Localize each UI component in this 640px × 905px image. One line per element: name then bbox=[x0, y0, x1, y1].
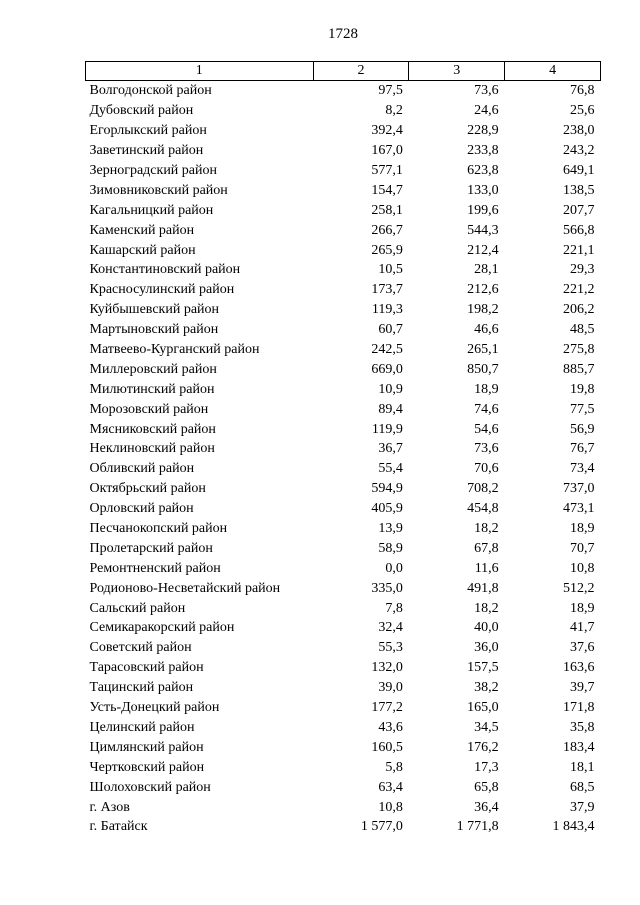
district-name-cell: Милютинский район bbox=[89, 381, 215, 397]
district-name-cell: Мартыновский район bbox=[89, 322, 219, 338]
value-cell-col3: 228,9 bbox=[467, 123, 499, 139]
district-name-cell: Сальский район bbox=[89, 600, 186, 616]
table-row bbox=[86, 678, 601, 698]
value-cell-col3: 18,9 bbox=[474, 381, 499, 397]
district-name-cell: Волгодонской район bbox=[89, 83, 212, 99]
table-row bbox=[86, 718, 601, 738]
value-cell-col3: 491,8 bbox=[467, 580, 499, 596]
table-row bbox=[86, 300, 601, 320]
value-cell-col4: 238,0 bbox=[563, 123, 595, 139]
district-name-cell: г. Батайск bbox=[89, 819, 148, 835]
table-row bbox=[86, 419, 601, 439]
value-cell-col4: 39,7 bbox=[570, 680, 595, 696]
value-cell-col2: 669,0 bbox=[371, 361, 403, 377]
value-cell-col4: 275,8 bbox=[563, 342, 595, 358]
value-cell-col4: 56,9 bbox=[570, 421, 595, 437]
table-row bbox=[86, 519, 601, 539]
value-cell-col2: 10,5 bbox=[378, 262, 403, 278]
district-name-cell: Цимлянский район bbox=[89, 739, 204, 755]
value-cell-col4: 73,4 bbox=[570, 461, 595, 477]
value-cell-col2: 58,9 bbox=[378, 540, 403, 556]
table-row bbox=[86, 399, 601, 419]
value-cell-col2: 177,2 bbox=[371, 700, 403, 716]
value-cell-col4: 18,1 bbox=[570, 759, 595, 775]
value-cell-col4: 206,2 bbox=[563, 302, 595, 318]
value-cell-col4: 221,2 bbox=[563, 282, 595, 298]
value-cell-col2: 10,9 bbox=[378, 381, 403, 397]
value-cell-col2: 55,4 bbox=[378, 461, 403, 477]
value-cell-col2: 8,2 bbox=[385, 103, 403, 119]
value-cell-col2: 39,0 bbox=[378, 680, 403, 696]
value-cell-col4: 243,2 bbox=[563, 143, 595, 159]
district-name-cell: Мясниковский район bbox=[89, 421, 216, 437]
district-name-cell: Усть-Донецкий район bbox=[89, 700, 220, 716]
table-row bbox=[86, 280, 601, 300]
value-cell-col4: 37,6 bbox=[570, 640, 595, 656]
table-row bbox=[86, 439, 601, 459]
value-cell-col4: 1 843,4 bbox=[552, 819, 595, 835]
value-cell-col3: 38,2 bbox=[474, 680, 499, 696]
value-cell-col4: 29,3 bbox=[570, 262, 595, 278]
table-row bbox=[86, 479, 601, 499]
table-row bbox=[86, 101, 601, 121]
district-name-cell: Советский район bbox=[89, 640, 192, 656]
value-cell-col2: 335,0 bbox=[371, 580, 403, 596]
district-name-cell: Целинский район bbox=[89, 719, 195, 735]
table-row bbox=[86, 220, 601, 240]
value-cell-col4: 207,7 bbox=[563, 202, 595, 218]
value-cell-col3: 11,6 bbox=[474, 560, 499, 576]
value-cell-col4: 41,7 bbox=[570, 620, 595, 636]
value-cell-col4: 473,1 bbox=[563, 501, 595, 517]
table-row bbox=[86, 777, 601, 797]
value-cell-col2: 119,3 bbox=[371, 302, 403, 318]
value-cell-col2: 63,4 bbox=[378, 779, 403, 795]
value-cell-col3: 544,3 bbox=[467, 222, 499, 238]
value-cell-col3: 36,4 bbox=[474, 799, 499, 815]
value-cell-col3: 265,1 bbox=[467, 342, 499, 358]
district-name-cell: Матвеево-Курганский район bbox=[89, 342, 260, 358]
district-name-cell: г. Азов bbox=[89, 799, 130, 815]
value-cell-col3: 24,6 bbox=[474, 103, 499, 119]
value-cell-col2: 160,5 bbox=[371, 739, 403, 755]
district-name-cell: Куйбышевский район bbox=[89, 302, 220, 318]
value-cell-col3: 54,6 bbox=[474, 421, 499, 437]
value-cell-col2: 167,0 bbox=[371, 143, 403, 159]
table-row bbox=[86, 797, 601, 817]
value-cell-col3: 46,6 bbox=[474, 322, 499, 338]
district-name-cell: Чертковский район bbox=[89, 759, 205, 775]
district-name-cell: Кагальницкий район bbox=[89, 202, 214, 218]
value-cell-col4: 18,9 bbox=[570, 600, 595, 616]
district-name-cell: Семикаракорский район bbox=[89, 620, 235, 636]
value-cell-col4: 183,4 bbox=[563, 739, 595, 755]
value-cell-col3: 133,0 bbox=[467, 182, 499, 198]
table-row bbox=[86, 180, 601, 200]
value-cell-col3: 199,6 bbox=[467, 202, 499, 218]
table-row bbox=[86, 638, 601, 658]
table-row bbox=[86, 658, 601, 678]
column-header: 1 bbox=[86, 62, 314, 81]
value-cell-col4: 37,9 bbox=[570, 799, 595, 815]
value-cell-col2: 55,3 bbox=[378, 640, 403, 656]
value-cell-col4: 48,5 bbox=[570, 322, 595, 338]
value-cell-col3: 73,6 bbox=[474, 83, 499, 99]
value-cell-col4: 70,7 bbox=[570, 540, 595, 556]
value-cell-col2: 258,1 bbox=[371, 202, 403, 218]
district-name-cell: Неклиновский район bbox=[89, 441, 215, 457]
value-cell-col3: 850,7 bbox=[467, 361, 499, 377]
column-header: 3 bbox=[409, 62, 505, 81]
data-table bbox=[85, 61, 601, 837]
value-cell-col2: 242,5 bbox=[371, 342, 403, 358]
table-row bbox=[86, 757, 601, 777]
table-header-row bbox=[86, 62, 601, 81]
value-cell-col4: 885,7 bbox=[563, 361, 595, 377]
table-row bbox=[86, 200, 601, 220]
table-row bbox=[86, 240, 601, 260]
value-cell-col2: 265,9 bbox=[371, 242, 403, 258]
value-cell-col3: 157,5 bbox=[467, 660, 499, 676]
value-cell-col2: 1 577,0 bbox=[360, 819, 403, 835]
value-cell-col3: 73,6 bbox=[474, 441, 499, 457]
column-header: 4 bbox=[505, 62, 601, 81]
value-cell-col4: 19,8 bbox=[570, 381, 595, 397]
value-cell-col3: 212,6 bbox=[467, 282, 499, 298]
table-row bbox=[86, 618, 601, 638]
column-header: 2 bbox=[313, 62, 409, 81]
district-name-cell: Заветинский район bbox=[89, 143, 204, 159]
table-row bbox=[86, 598, 601, 618]
district-name-cell: Обливский район bbox=[89, 461, 195, 477]
value-cell-col4: 512,2 bbox=[563, 580, 595, 596]
value-cell-col3: 36,0 bbox=[474, 640, 499, 656]
value-cell-col2: 89,4 bbox=[378, 401, 403, 417]
table-row bbox=[86, 379, 601, 399]
value-cell-col2: 0,0 bbox=[385, 560, 403, 576]
district-name-cell: Пролетарский район bbox=[89, 540, 213, 556]
value-cell-col2: 97,5 bbox=[378, 83, 403, 99]
value-cell-col2: 392,4 bbox=[371, 123, 403, 139]
value-cell-col4: 221,1 bbox=[563, 242, 595, 258]
value-cell-col4: 171,8 bbox=[563, 700, 595, 716]
value-cell-col3: 70,6 bbox=[474, 461, 499, 477]
table-row bbox=[86, 161, 601, 181]
value-cell-col2: 13,9 bbox=[378, 521, 403, 537]
value-cell-col4: 163,6 bbox=[563, 660, 595, 676]
value-cell-col4: 10,8 bbox=[570, 560, 595, 576]
value-cell-col4: 35,8 bbox=[570, 719, 595, 735]
table-row bbox=[86, 578, 601, 598]
value-cell-col4: 737,0 bbox=[563, 481, 595, 497]
district-name-cell: Красносулинский район bbox=[89, 282, 235, 298]
district-name-cell: Тарасовский район bbox=[89, 660, 204, 676]
value-cell-col3: 176,2 bbox=[467, 739, 499, 755]
value-cell-col3: 65,8 bbox=[474, 779, 499, 795]
value-cell-col3: 708,2 bbox=[467, 481, 499, 497]
value-cell-col2: 594,9 bbox=[371, 481, 403, 497]
value-cell-col3: 67,8 bbox=[474, 540, 499, 556]
value-cell-col2: 119,9 bbox=[371, 421, 403, 437]
table-row bbox=[86, 359, 601, 379]
value-cell-col3: 623,8 bbox=[467, 163, 499, 178]
value-cell-col4: 76,7 bbox=[570, 441, 595, 457]
table-row bbox=[86, 737, 601, 757]
district-name-cell: Каменский район bbox=[89, 222, 195, 238]
value-cell-col3: 454,8 bbox=[467, 501, 499, 517]
value-cell-col3: 198,2 bbox=[467, 302, 499, 318]
district-name-cell: Дубовский район bbox=[89, 103, 194, 119]
value-cell-col3: 212,4 bbox=[467, 242, 499, 258]
table-row bbox=[86, 121, 601, 141]
value-cell-col3: 17,3 bbox=[474, 759, 499, 775]
value-cell-col4: 77,5 bbox=[570, 401, 595, 417]
table-body bbox=[86, 81, 601, 837]
table-row bbox=[86, 558, 601, 578]
district-name-cell: Кашарский район bbox=[89, 242, 196, 258]
district-name-cell: Зерноградский район bbox=[89, 163, 217, 178]
value-cell-col4: 76,8 bbox=[570, 83, 595, 99]
value-cell-col3: 34,5 bbox=[474, 719, 499, 735]
district-name-cell: Константиновский район bbox=[89, 262, 241, 278]
district-name-cell: Шолоховский район bbox=[89, 779, 211, 795]
value-cell-col4: 18,9 bbox=[570, 521, 595, 537]
value-cell-col4: 68,5 bbox=[570, 779, 595, 795]
district-name-cell: Октябрьский район bbox=[89, 481, 206, 497]
table-row bbox=[86, 340, 601, 360]
district-name-cell: Родионово-Несветайский район bbox=[89, 580, 281, 596]
value-cell-col3: 18,2 bbox=[474, 521, 499, 537]
value-cell-col2: 5,8 bbox=[385, 759, 403, 775]
table-row bbox=[86, 698, 601, 718]
value-cell-col3: 233,8 bbox=[467, 143, 499, 159]
value-cell-col3: 74,6 bbox=[474, 401, 499, 417]
value-cell-col2: 577,1 bbox=[371, 163, 403, 178]
value-cell-col2: 154,7 bbox=[371, 182, 403, 198]
value-cell-col2: 173,7 bbox=[371, 282, 403, 298]
district-name-cell: Тацинский район bbox=[89, 680, 194, 696]
value-cell-col2: 60,7 bbox=[378, 322, 403, 338]
value-cell-col2: 7,8 bbox=[385, 600, 403, 616]
table-row bbox=[86, 81, 601, 101]
value-cell-col3: 18,2 bbox=[474, 600, 499, 616]
value-cell-col4: 138,5 bbox=[563, 182, 595, 198]
value-cell-col2: 132,0 bbox=[371, 660, 403, 676]
value-cell-col3: 28,1 bbox=[474, 262, 499, 278]
value-cell-col2: 10,8 bbox=[378, 799, 403, 815]
value-cell-col3: 40,0 bbox=[474, 620, 499, 636]
value-cell-col3: 1 771,8 bbox=[456, 819, 499, 835]
value-cell-col4: 566,8 bbox=[563, 222, 595, 238]
district-name-cell: Морозовский район bbox=[89, 401, 209, 417]
table-row bbox=[86, 499, 601, 519]
table-row bbox=[86, 459, 601, 479]
district-name-cell: Егорлыкский район bbox=[89, 123, 207, 139]
district-name-cell: Миллеровский район bbox=[89, 361, 217, 377]
value-cell-col2: 43,6 bbox=[378, 719, 403, 735]
value-cell-col3: 165,0 bbox=[467, 700, 499, 716]
value-cell-col4: 25,6 bbox=[570, 103, 595, 119]
table-row bbox=[86, 538, 601, 558]
value-cell-col2: 32,4 bbox=[378, 620, 403, 636]
district-name-cell: Орловский район bbox=[89, 501, 194, 517]
table-row bbox=[86, 817, 601, 837]
page-number: 1728 bbox=[328, 26, 358, 42]
table-row bbox=[86, 141, 601, 161]
table-row bbox=[86, 320, 601, 340]
value-cell-col4: 649,1 bbox=[563, 163, 595, 178]
district-name-cell: Ремонтненский район bbox=[89, 560, 221, 576]
district-name-cell: Зимовниковский район bbox=[89, 182, 228, 198]
value-cell-col2: 266,7 bbox=[371, 222, 403, 238]
value-cell-col2: 405,9 bbox=[371, 501, 403, 517]
table-row bbox=[86, 260, 601, 280]
value-cell-col2: 36,7 bbox=[378, 441, 403, 457]
district-name-cell: Песчанокопский район bbox=[89, 521, 228, 537]
